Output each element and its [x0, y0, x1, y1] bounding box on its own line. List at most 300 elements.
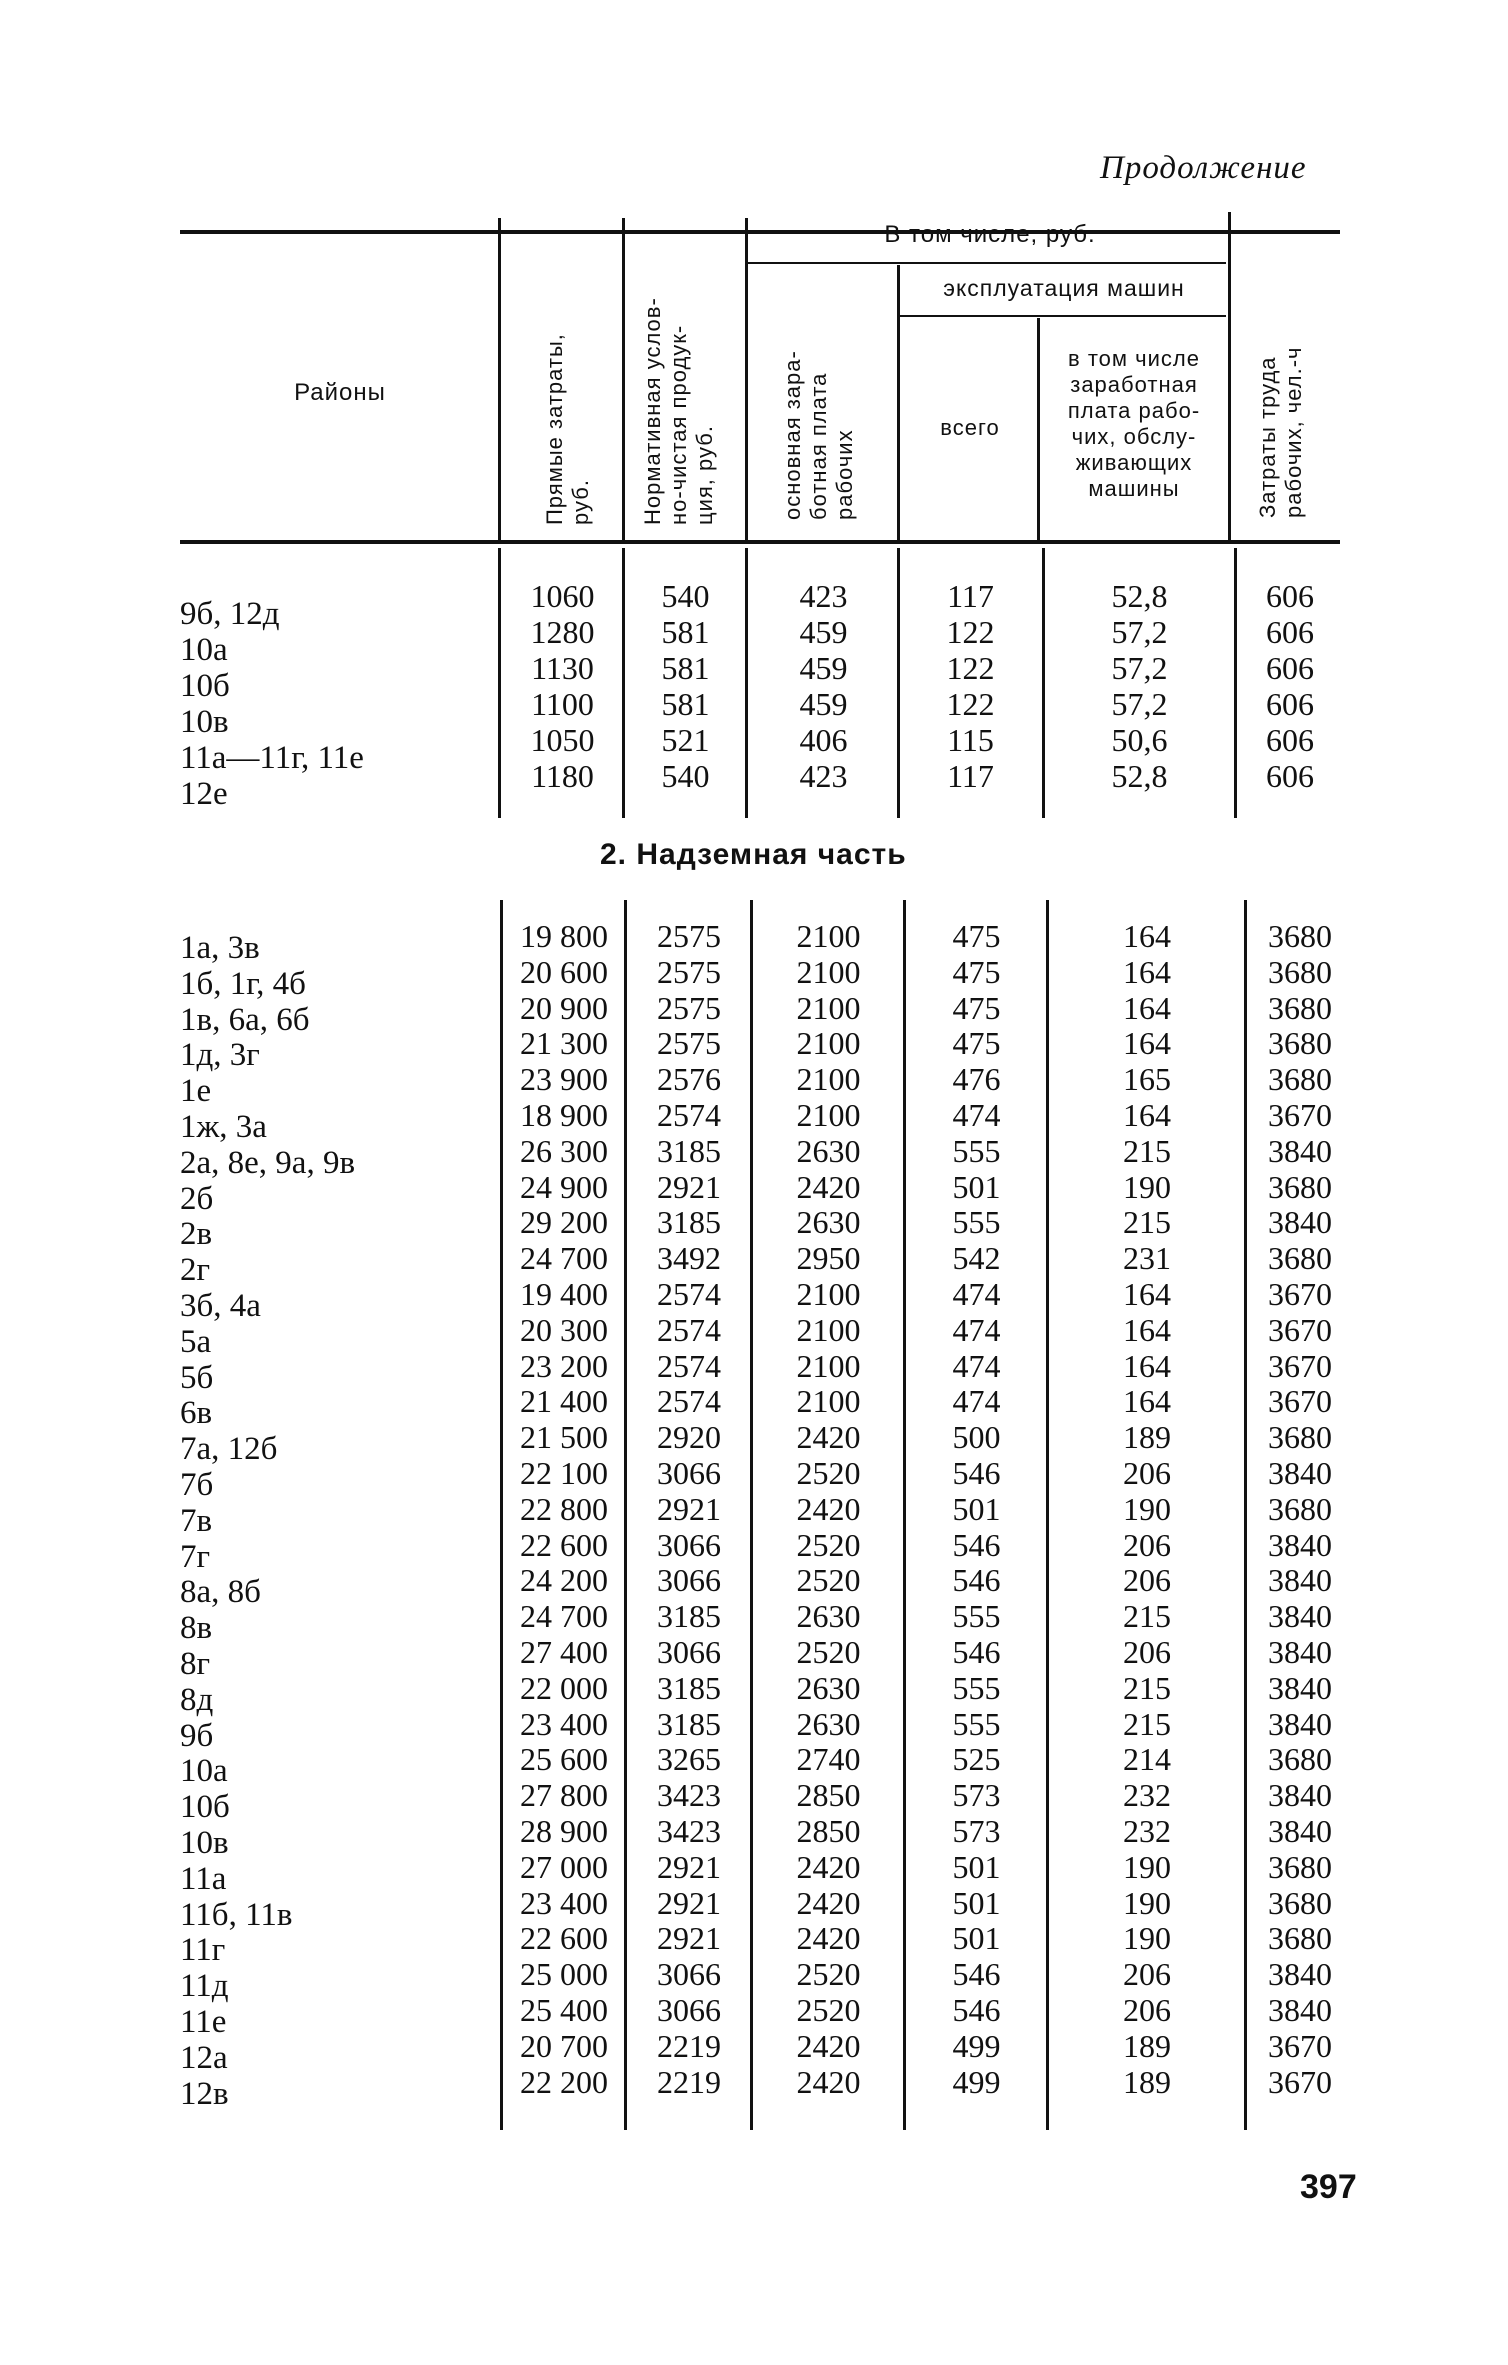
- cell-total: 115: [947, 722, 994, 758]
- section2-divider: [624, 900, 627, 2130]
- section1-divider: [745, 548, 748, 818]
- cell-total: 501: [952, 1490, 1001, 1527]
- cell-total: 474: [952, 1311, 1001, 1348]
- cell-incl: 52,8: [1111, 578, 1168, 614]
- cell-norm: 2921: [657, 1490, 721, 1527]
- region-label: 11б, 11в: [180, 1896, 293, 1933]
- region-label: 2а, 8е, 9а, 9в: [180, 1144, 356, 1181]
- cell-incl: 164: [1123, 953, 1171, 990]
- cell-wages: 2420: [796, 1168, 861, 1205]
- cell-incl: 206: [1123, 1992, 1171, 2028]
- region-label: 11д: [180, 1968, 229, 2005]
- cell-direct: 27 800: [520, 1777, 608, 1814]
- header-base-wages: основная зара- ботная плата рабочих: [780, 350, 857, 520]
- cell-total: 474: [952, 1347, 1001, 1384]
- cell-direct: 23 200: [520, 1347, 608, 1384]
- cell-norm: 3185: [657, 1598, 721, 1635]
- region-label: 3б, 4а: [180, 1288, 261, 1324]
- cell-total: 475: [952, 1025, 1001, 1062]
- cell-norm: 2575: [657, 1025, 721, 1062]
- region-label: 1а, 3в: [180, 930, 260, 966]
- region-label: 10в: [180, 1825, 229, 1861]
- cell-wages: 2520: [796, 1526, 861, 1563]
- region-label: 1е: [180, 1073, 212, 1110]
- cell-total: 501: [952, 1168, 1001, 1205]
- header-machine-operation: эксплуатация машин: [943, 275, 1185, 301]
- cell-total: 476: [952, 1061, 1001, 1098]
- cell-direct: 20 900: [520, 989, 608, 1026]
- cell-total: 573: [952, 1813, 1001, 1849]
- cell-norm: 2575: [657, 953, 721, 990]
- region-label: 8а, 8б: [180, 1574, 261, 1611]
- header-divider: [897, 265, 900, 543]
- cell-incl: 189: [1123, 2027, 1171, 2064]
- cell-labor: 3670: [1268, 1383, 1332, 1420]
- cell-direct: 23 400: [520, 1705, 608, 1742]
- cell-total: 555: [952, 1132, 1001, 1169]
- cell-labor: 3840: [1268, 1813, 1332, 1849]
- cell-total: 546: [952, 1455, 1001, 1491]
- cell-wages: 2420: [796, 1419, 861, 1456]
- region-label: 10а: [180, 1753, 228, 1790]
- cell-wages: 2630: [796, 1204, 861, 1241]
- cell-norm: 3185: [657, 1669, 721, 1706]
- cell-incl: 206: [1123, 1562, 1171, 1599]
- cell-norm: 3066: [657, 1526, 721, 1563]
- cell-incl: 206: [1123, 1455, 1171, 1491]
- cell-direct: 19 800: [520, 918, 608, 954]
- region-label: 12е: [180, 776, 228, 812]
- cell-norm: 521: [661, 722, 710, 758]
- cell-total: 122: [946, 614, 995, 650]
- cell-wages: 2630: [796, 1705, 861, 1742]
- cell-wages: 423: [799, 758, 848, 794]
- cell-labor: 3840: [1268, 1204, 1332, 1241]
- cell-direct: 18 900: [520, 1097, 608, 1133]
- cell-total: 474: [952, 1097, 1001, 1133]
- page-number: 397: [1300, 2168, 1357, 2206]
- cell-total: 501: [952, 1848, 1001, 1885]
- including-rule: [748, 262, 1226, 264]
- cell-labor: 3680: [1268, 953, 1332, 990]
- cell-wages: 459: [799, 686, 848, 722]
- cell-direct: 23 400: [520, 1884, 608, 1921]
- cell-total: 474: [952, 1383, 1001, 1420]
- cell-direct: 1280: [530, 614, 595, 650]
- cell-direct: 22 600: [520, 1526, 608, 1563]
- region-label: 12в: [180, 2075, 229, 2112]
- cell-norm: 3265: [657, 1741, 721, 1778]
- cell-norm: 2921: [657, 1920, 721, 1957]
- cell-total: 499: [952, 2027, 1001, 2064]
- cell-wages: 2850: [796, 1777, 861, 1814]
- cell-direct: 25 600: [520, 1741, 608, 1778]
- cell-norm: 2574: [657, 1097, 721, 1133]
- cell-norm: 2575: [657, 918, 721, 954]
- cell-total: 546: [952, 1634, 1001, 1670]
- region-label: 1ж, 3а: [180, 1109, 267, 1145]
- cell-norm: 3423: [657, 1813, 721, 1849]
- cell-total: 525: [952, 1741, 1001, 1778]
- cell-direct: 21 300: [520, 1025, 608, 1062]
- cell-incl: 206: [1123, 1634, 1171, 1670]
- region-label: 11е: [180, 2004, 227, 2040]
- cell-norm: 3066: [657, 1634, 721, 1670]
- cell-labor: 3840: [1268, 1992, 1332, 2028]
- cell-direct: 22 600: [520, 1920, 608, 1957]
- cell-wages: 2520: [796, 1455, 861, 1491]
- cell-norm: 3066: [657, 1992, 721, 2028]
- cell-incl: 190: [1123, 1920, 1171, 1957]
- cell-wages: 423: [799, 578, 848, 614]
- region-label: 11г: [180, 1932, 226, 1969]
- region-label: 2г: [180, 1252, 211, 1289]
- cell-wages: 2950: [796, 1240, 861, 1277]
- cell-direct: 1180: [531, 758, 594, 794]
- cell-norm: 2921: [657, 1168, 721, 1205]
- continuation-label: Продолжение: [1100, 150, 1307, 186]
- section2-divider: [750, 900, 753, 2130]
- cell-norm: 2921: [657, 1848, 721, 1885]
- cell-direct: 21 500: [520, 1419, 608, 1456]
- cell-incl: 189: [1123, 1419, 1171, 1456]
- cell-wages: 2520: [796, 1634, 861, 1670]
- cell-wages: 459: [799, 614, 848, 650]
- cell-norm: 3185: [657, 1132, 721, 1169]
- cell-incl: 164: [1123, 1347, 1171, 1384]
- cell-total: 117: [947, 758, 994, 794]
- cell-labor: 606: [1266, 578, 1314, 614]
- cell-direct: 19 400: [520, 1276, 608, 1312]
- header-divider: [498, 218, 501, 543]
- cell-incl: 52,8: [1111, 758, 1168, 794]
- cell-wages: 2100: [796, 1097, 861, 1133]
- cell-incl: 190: [1123, 1884, 1171, 1921]
- region-label: 7г: [180, 1538, 211, 1575]
- cell-wages: 2100: [796, 918, 861, 954]
- cell-direct: 24 200: [520, 1562, 608, 1599]
- cell-incl: 57,2: [1111, 650, 1168, 686]
- section1-divider: [498, 548, 501, 818]
- cell-direct: 20 700: [520, 2027, 608, 2064]
- cell-wages: 459: [799, 650, 848, 686]
- cell-norm: 2575: [657, 989, 721, 1026]
- cell-norm: 3492: [657, 1240, 721, 1277]
- machines-rule: [900, 315, 1226, 317]
- cell-labor: 606: [1266, 686, 1314, 722]
- cell-incl: 231: [1123, 1240, 1171, 1277]
- cell-direct: 24 700: [520, 1240, 608, 1277]
- region-label: 10б: [180, 1789, 230, 1826]
- region-label: 1д, 3г: [180, 1037, 260, 1074]
- cell-norm: 3066: [657, 1956, 721, 1993]
- region-label: 5б: [180, 1359, 214, 1396]
- cell-direct: 1050: [530, 722, 595, 758]
- cell-norm: 2574: [657, 1383, 721, 1420]
- cell-incl: 164: [1123, 1025, 1171, 1062]
- header-including-wages: в том числе заработная плата рабо- чих, обслу- живающих машины: [1067, 346, 1201, 501]
- cell-labor: 3680: [1268, 1025, 1332, 1062]
- cell-total: 122: [946, 650, 995, 686]
- cell-total: 555: [952, 1204, 1001, 1241]
- cell-direct: 26 300: [520, 1132, 608, 1169]
- cell-total: 475: [952, 918, 1001, 954]
- cell-total: 555: [952, 1598, 1001, 1635]
- cell-incl: 214: [1123, 1741, 1171, 1778]
- region-label: 8г: [180, 1646, 211, 1682]
- cell-incl: 206: [1123, 1526, 1171, 1563]
- cell-total: 546: [952, 1956, 1001, 1993]
- cell-wages: 2420: [796, 2027, 861, 2064]
- cell-incl: 215: [1123, 1705, 1171, 1742]
- cell-incl: 189: [1123, 2063, 1171, 2100]
- cell-labor: 3840: [1268, 1669, 1332, 1706]
- cell-norm: 2219: [657, 2027, 721, 2064]
- cell-labor: 3680: [1268, 1168, 1332, 1205]
- header-divider: [622, 218, 625, 543]
- header-direct-costs: Прямые затраты, руб.: [542, 333, 593, 525]
- cell-incl: 164: [1123, 1383, 1171, 1420]
- cell-incl: 232: [1123, 1777, 1171, 1814]
- cell-labor: 3840: [1268, 1562, 1332, 1599]
- header-divider: [745, 218, 748, 543]
- cell-norm: 2576: [657, 1061, 721, 1098]
- cell-norm: 3185: [657, 1204, 721, 1241]
- section2-divider: [1244, 900, 1247, 2130]
- cell-wages: 2630: [796, 1598, 861, 1635]
- cell-direct: 22 000: [520, 1669, 608, 1706]
- cell-labor: 3670: [1268, 2027, 1332, 2064]
- cell-labor: 606: [1266, 758, 1314, 794]
- cell-norm: 3185: [657, 1705, 721, 1742]
- cell-wages: 2420: [796, 1920, 861, 1957]
- cell-labor: 3670: [1268, 2063, 1332, 2100]
- cell-wages: 2420: [796, 2063, 861, 2100]
- cell-labor: 3680: [1268, 989, 1332, 1026]
- cell-labor: 3670: [1268, 1347, 1332, 1384]
- cell-labor: 3680: [1268, 918, 1332, 954]
- cell-total: 501: [952, 1884, 1001, 1921]
- cell-labor: 3670: [1268, 1097, 1332, 1133]
- cell-labor: 3680: [1268, 1741, 1332, 1778]
- cell-incl: 164: [1123, 1311, 1171, 1348]
- cell-norm: 2574: [657, 1347, 721, 1384]
- section1-divider: [622, 548, 625, 818]
- cell-norm: 581: [661, 650, 710, 686]
- cell-norm: 3066: [657, 1562, 721, 1599]
- header-labor-costs: Затраты труда рабочих, чел.-ч: [1255, 346, 1306, 518]
- region-label: 10в: [180, 704, 229, 740]
- section2-divider: [903, 900, 906, 2130]
- cell-incl: 215: [1123, 1204, 1171, 1241]
- cell-labor: 3680: [1268, 1419, 1332, 1456]
- cell-incl: 164: [1123, 1276, 1171, 1312]
- cell-labor: 606: [1266, 650, 1314, 686]
- region-label: 7в: [180, 1502, 213, 1539]
- cell-wages: 2100: [796, 953, 861, 990]
- cell-direct: 1100: [531, 686, 594, 722]
- cell-wages: 2850: [796, 1813, 861, 1849]
- cell-norm: 2574: [657, 1311, 721, 1348]
- cell-norm: 540: [661, 758, 710, 794]
- section2-divider: [500, 900, 503, 2130]
- cell-total: 501: [952, 1920, 1001, 1957]
- cell-total: 555: [952, 1705, 1001, 1742]
- cell-norm: 3066: [657, 1455, 721, 1491]
- cell-incl: 190: [1123, 1168, 1171, 1205]
- region-label: 1б, 1г, 4б: [180, 965, 306, 1002]
- cell-total: 542: [952, 1240, 1001, 1277]
- region-label: 11а—11г, 11е: [180, 740, 364, 776]
- cell-direct: 22 200: [520, 2063, 608, 2100]
- region-label: 8в: [180, 1610, 213, 1647]
- cell-direct: 24 700: [520, 1598, 608, 1635]
- cell-direct: 1130: [531, 650, 594, 686]
- region-label: 10б: [180, 668, 230, 704]
- header-including: В том числе, руб.: [884, 221, 1096, 248]
- region-label: 2б: [180, 1180, 214, 1217]
- section1-divider: [1234, 548, 1237, 818]
- cell-labor: 3680: [1268, 1848, 1332, 1885]
- cell-incl: 164: [1123, 918, 1171, 954]
- cell-direct: 29 200: [520, 1204, 608, 1241]
- cell-total: 546: [952, 1562, 1001, 1599]
- cell-norm: 581: [661, 686, 710, 722]
- cell-labor: 3840: [1268, 1956, 1332, 1993]
- region-label: 9б, 12д: [180, 596, 280, 632]
- region-label: 10а: [180, 632, 228, 668]
- header-total: всего: [940, 415, 1000, 440]
- cell-total: 546: [952, 1526, 1001, 1563]
- cell-wages: 2630: [796, 1669, 861, 1706]
- cell-wages: 2100: [796, 1061, 861, 1098]
- cell-direct: 22 800: [520, 1490, 608, 1527]
- cell-incl: 57,2: [1111, 686, 1168, 722]
- region-label: 9б: [180, 1717, 214, 1754]
- cell-direct: 20 300: [520, 1311, 608, 1348]
- cell-incl: 165: [1123, 1061, 1171, 1098]
- section2-divider: [1046, 900, 1049, 2130]
- cell-wages: 2420: [796, 1490, 861, 1527]
- cell-incl: 215: [1123, 1598, 1171, 1635]
- region-label: 1в, 6а, 6б: [180, 1001, 310, 1038]
- cell-wages: 2520: [796, 1956, 861, 1993]
- cell-norm: 2219: [657, 2063, 721, 2100]
- cell-labor: 3840: [1268, 1526, 1332, 1563]
- cell-total: 474: [952, 1276, 1001, 1312]
- cell-wages: 2100: [796, 989, 861, 1026]
- cell-total: 475: [952, 989, 1001, 1026]
- section-title: 2. Надземная часть: [600, 838, 907, 871]
- cell-incl: 232: [1123, 1813, 1171, 1849]
- cell-direct: 27 400: [520, 1634, 608, 1670]
- cell-incl: 206: [1123, 1956, 1171, 1993]
- cell-total: 546: [952, 1992, 1001, 2028]
- cell-wages: 2740: [796, 1741, 861, 1778]
- cell-direct: 1060: [530, 578, 595, 614]
- region-label: 6в: [180, 1395, 213, 1432]
- cell-labor: 3670: [1268, 1276, 1332, 1312]
- header-normative-output: Нормативная услов- но-чистая продук- ция, руб.: [640, 297, 717, 525]
- cell-labor: 3680: [1268, 1490, 1332, 1527]
- cell-labor: 3680: [1268, 1240, 1332, 1277]
- cell-incl: 57,2: [1111, 614, 1168, 650]
- cell-labor: 606: [1266, 722, 1314, 758]
- cell-direct: 20 600: [520, 953, 608, 990]
- cell-labor: 3840: [1268, 1455, 1332, 1491]
- cell-direct: 22 100: [520, 1455, 608, 1491]
- cell-direct: 23 900: [520, 1061, 608, 1098]
- region-label: 7а, 12б: [180, 1431, 278, 1468]
- cell-labor: 3840: [1268, 1705, 1332, 1742]
- cell-norm: 540: [661, 578, 710, 614]
- cell-direct: 21 400: [520, 1383, 608, 1420]
- cell-incl: 215: [1123, 1669, 1171, 1706]
- cell-incl: 164: [1123, 1097, 1171, 1133]
- cell-labor: 3840: [1268, 1598, 1332, 1635]
- header-regions: Районы: [294, 379, 386, 406]
- region-label: 5а: [180, 1323, 212, 1360]
- cell-norm: 581: [661, 614, 710, 650]
- region-label: 11а: [180, 1860, 227, 1897]
- cell-wages: 2100: [796, 1347, 861, 1384]
- cell-norm: 3423: [657, 1777, 721, 1814]
- cell-direct: 27 000: [520, 1848, 608, 1885]
- cell-labor: 3840: [1268, 1634, 1332, 1670]
- cell-direct: 24 900: [520, 1168, 608, 1205]
- cell-wages: 2420: [796, 1848, 861, 1885]
- cell-wages: 2100: [796, 1025, 861, 1062]
- cell-incl: 164: [1123, 989, 1171, 1026]
- cell-total: 573: [952, 1777, 1001, 1814]
- cell-labor: 3680: [1268, 1884, 1332, 1921]
- cell-total: 555: [952, 1669, 1001, 1706]
- cell-wages: 2420: [796, 1884, 861, 1921]
- cell-labor: 3840: [1268, 1777, 1332, 1814]
- cell-direct: 25 000: [520, 1956, 608, 1993]
- cell-incl: 50,6: [1111, 722, 1168, 758]
- cell-total: 117: [947, 578, 994, 614]
- cell-labor: 606: [1266, 614, 1314, 650]
- cell-labor: 3840: [1268, 1132, 1332, 1169]
- cell-norm: 2920: [657, 1419, 721, 1456]
- cell-labor: 3680: [1268, 1920, 1332, 1957]
- cell-total: 475: [952, 953, 1001, 990]
- region-label: 12а: [180, 2039, 228, 2076]
- cell-incl: 190: [1123, 1848, 1171, 1885]
- cell-norm: 2921: [657, 1884, 721, 1921]
- section1-divider: [897, 548, 900, 818]
- cell-norm: 2574: [657, 1276, 721, 1312]
- cell-labor: 3680: [1268, 1061, 1332, 1098]
- cell-wages: 2100: [796, 1311, 861, 1348]
- section1-divider: [1042, 548, 1045, 818]
- cell-incl: 215: [1123, 1132, 1171, 1169]
- header-divider: [1228, 212, 1231, 543]
- cell-direct: 28 900: [520, 1813, 608, 1849]
- cell-labor: 3670: [1268, 1311, 1332, 1348]
- cell-wages: 406: [799, 722, 848, 758]
- region-label: 2в: [180, 1216, 213, 1253]
- cell-incl: 190: [1123, 1490, 1171, 1527]
- region-label: 7б: [180, 1467, 214, 1503]
- cell-wages: 2100: [796, 1383, 861, 1420]
- cell-wages: 2100: [796, 1276, 861, 1312]
- cell-total: 500: [952, 1419, 1001, 1456]
- region-label: 8д: [180, 1681, 214, 1718]
- cell-direct: 25 400: [520, 1992, 608, 2028]
- cell-total: 499: [952, 2063, 1001, 2100]
